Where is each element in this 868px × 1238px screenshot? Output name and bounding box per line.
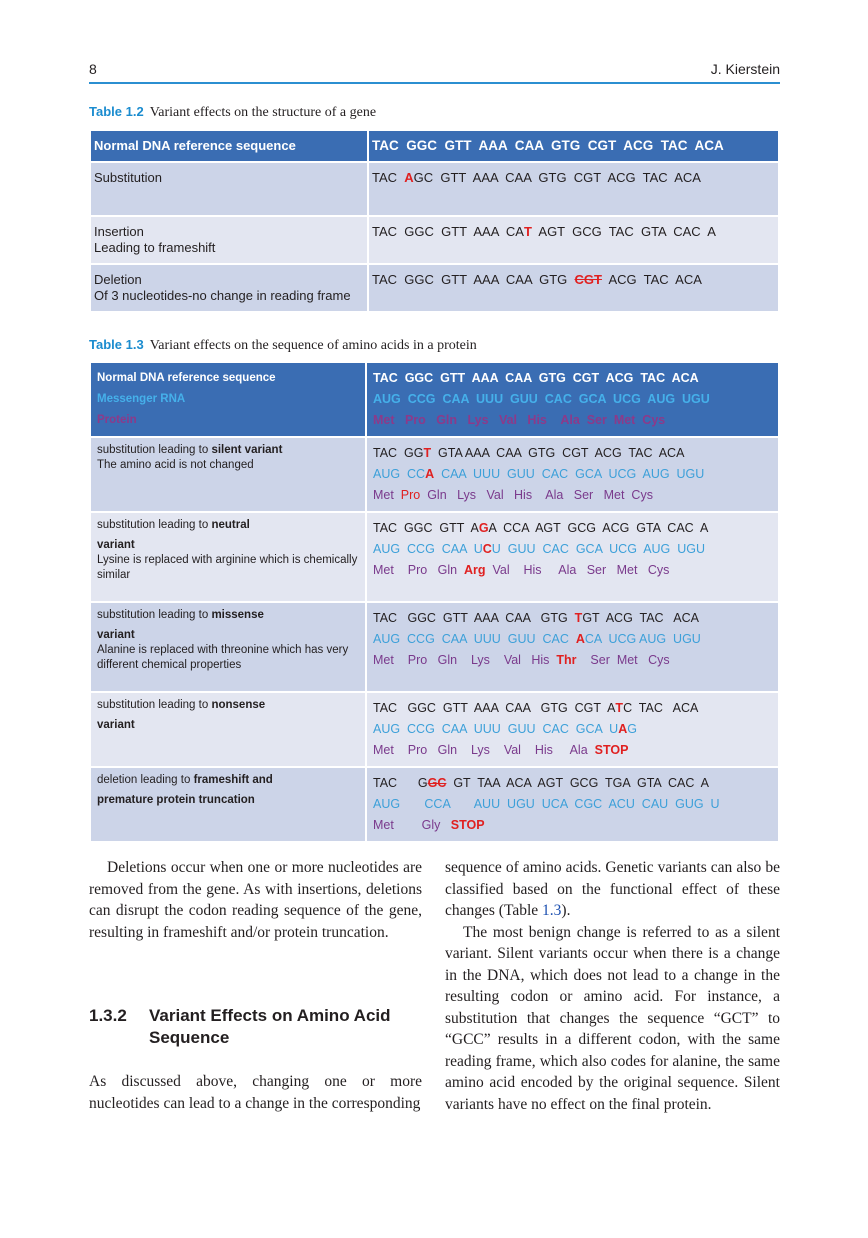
seq-part: GT TAA ACA AGT GCG TGA GTA CAC A bbox=[446, 776, 709, 790]
seq-part: CA UCG AUG UGU bbox=[584, 632, 701, 646]
row-description bbox=[90, 767, 366, 842]
row-sequences bbox=[366, 437, 779, 512]
desc-bold: variant bbox=[97, 719, 135, 731]
header-label-protein: Protein bbox=[97, 414, 137, 426]
section-number: 1.3.2 bbox=[89, 1006, 127, 1025]
seq-strikethrough: CGT bbox=[574, 272, 602, 287]
row-desc-title-2 bbox=[97, 538, 359, 553]
desc-text: substitution leading to bbox=[97, 699, 212, 711]
row-description bbox=[90, 437, 366, 512]
seq-part: Met Gly bbox=[373, 818, 451, 832]
row-label bbox=[90, 162, 368, 216]
table-caption-text: Variant effects on the sequence of amino acids in a protein bbox=[149, 338, 477, 353]
row-sequence bbox=[368, 162, 779, 216]
protein-seq bbox=[373, 815, 772, 836]
header-mrna-seq: AUG CCG CAA UUU GUU CAC GCA UCG AUG UGU bbox=[373, 392, 710, 406]
table-row-frameshift bbox=[90, 767, 779, 842]
seq-part: Met bbox=[373, 488, 401, 502]
seq-part: TAC bbox=[372, 170, 405, 185]
protein-seq bbox=[373, 485, 772, 506]
seq-part: TAC GGC GTT AAA CAA GTG bbox=[373, 611, 575, 625]
protein-seq bbox=[373, 650, 772, 671]
seq-part: Met Pro Gln Lys Val His bbox=[373, 653, 557, 667]
seq-part: TAC GGC GTT A bbox=[373, 521, 479, 535]
seq-part: CAA UUU GUU CAC GCA UCG AUG UGU bbox=[434, 467, 705, 481]
seq-highlight: A bbox=[425, 467, 435, 481]
header-cell-labels bbox=[90, 362, 366, 437]
mrna-seq bbox=[373, 719, 772, 740]
table-header-row bbox=[90, 130, 779, 162]
table-1-3 bbox=[89, 361, 780, 843]
row-desc-title bbox=[97, 518, 359, 533]
table-1-3-caption bbox=[89, 337, 477, 354]
row-description bbox=[90, 512, 366, 602]
seq-highlight: T bbox=[615, 701, 624, 715]
row-description bbox=[90, 692, 366, 767]
seq-part: AUG CCG CAA UUU GUU CAC bbox=[373, 632, 576, 646]
seq-part: G bbox=[627, 722, 637, 736]
paragraph-classification bbox=[445, 857, 780, 922]
seq-highlight: Pro bbox=[400, 488, 421, 502]
seq-part: Ser Met Cys bbox=[576, 653, 670, 667]
seq-part: AUG CC bbox=[373, 467, 426, 481]
table-row-insertion bbox=[90, 216, 779, 264]
seq-highlight: A bbox=[404, 170, 414, 185]
seq-part: ACG TAC ACA bbox=[601, 272, 702, 287]
row-desc-title-2 bbox=[97, 718, 359, 733]
table-row-neutral bbox=[90, 512, 779, 602]
row-desc-title bbox=[97, 443, 359, 458]
row-label bbox=[90, 216, 368, 264]
row-label-line: Insertion bbox=[94, 224, 144, 239]
desc-text: substitution leading to bbox=[97, 609, 212, 621]
header-protein-seq: Met Pro Gln Lys Val His Ala Ser Met Cys bbox=[373, 413, 666, 427]
page-number: 8 bbox=[89, 61, 97, 77]
row-sequence bbox=[368, 216, 779, 264]
row-desc-detail: The amino acid is not changed bbox=[97, 459, 254, 471]
seq-part: GTA AAA CAA GTG CGT ACG TAC ACA bbox=[431, 446, 685, 460]
seq-part: AUG CCG CAA U bbox=[373, 542, 483, 556]
dna-seq bbox=[373, 443, 772, 464]
seq-highlight: A bbox=[575, 632, 585, 646]
table-1-2-caption bbox=[89, 104, 376, 121]
seq-part: AGT GCG TAC GTA CAC A bbox=[531, 224, 716, 239]
row-desc-title bbox=[97, 773, 359, 788]
protein-seq bbox=[373, 740, 772, 761]
mrna-seq bbox=[373, 539, 772, 560]
seq-part: C TAC ACA bbox=[623, 701, 699, 715]
row-description bbox=[90, 602, 366, 692]
running-head-author: J. Kierstein bbox=[710, 61, 780, 77]
seq-part: Val His Ala Ser Met Cys bbox=[485, 563, 670, 577]
header-cell-sequences bbox=[366, 362, 779, 437]
seq-strikethrough: GC bbox=[427, 776, 447, 790]
header-label-mrna: Messenger RNA bbox=[97, 393, 186, 405]
seq-part: A CCA AGT GCG ACG GTA CAC A bbox=[488, 521, 709, 535]
seq-highlight: C bbox=[482, 542, 492, 556]
desc-text: deletion leading to bbox=[97, 774, 194, 786]
paragraph-deletions: Deletions occur when one or more nucleotides are removed from the gene. As with insertions, deletions can disrupt the codon reading sequence of the gene, resulting in frameshift and/or protein truncation. bbox=[89, 859, 422, 941]
row-sequences bbox=[366, 512, 779, 602]
table-1-2 bbox=[89, 129, 780, 313]
dna-seq bbox=[373, 698, 772, 719]
seq-highlight: T bbox=[423, 446, 432, 460]
table-reference-link[interactable]: 1.3 bbox=[542, 902, 562, 919]
text-part: ). bbox=[561, 902, 571, 919]
header-cell-label: Normal DNA reference sequence bbox=[90, 130, 368, 162]
row-sequence bbox=[368, 264, 779, 312]
mrna-seq bbox=[373, 794, 772, 815]
table-caption-text: Variant effects on the structure of a gene bbox=[149, 105, 377, 120]
header-dna-seq: TAC GGC GTT AAA CAA GTG CGT ACG TAC ACA bbox=[373, 371, 699, 385]
dna-seq bbox=[373, 608, 772, 629]
desc-bold: frameshift and bbox=[193, 774, 273, 786]
seq-highlight: Thr bbox=[556, 653, 577, 667]
row-desc-title-2 bbox=[97, 793, 359, 808]
row-sequences bbox=[366, 767, 779, 842]
table-row-missense bbox=[90, 602, 779, 692]
desc-bold: silent variant bbox=[211, 444, 283, 456]
row-desc-detail: Lysine is replaced with arginine which is chemically similar bbox=[97, 554, 358, 581]
row-sequences bbox=[366, 692, 779, 767]
header-cell-sequence: TAC GGC GTT AAA CAA GTG CGT ACG TAC ACA bbox=[368, 130, 779, 162]
desc-bold: variant bbox=[97, 539, 135, 551]
body-left-column-lower bbox=[89, 1071, 422, 1114]
seq-part: AUG CCA AUU UGU UCA CGC ACU CAU GUG U bbox=[373, 797, 720, 811]
seq-part: GT ACG TAC ACA bbox=[582, 611, 700, 625]
seq-part: Met Pro Gln Lys Val His Ala bbox=[373, 743, 595, 757]
row-label bbox=[90, 264, 368, 312]
desc-bold: premature protein truncation bbox=[97, 794, 255, 806]
seq-part: TAC GGC GTT AAA CAA GTG CGT A bbox=[373, 701, 616, 715]
row-desc-title bbox=[97, 698, 359, 713]
table-row-deletion bbox=[90, 264, 779, 312]
table-label: Table 1.2 bbox=[89, 104, 144, 119]
protein-seq bbox=[373, 560, 772, 581]
body-right-column bbox=[445, 857, 780, 1115]
seq-part: TAC GG bbox=[373, 446, 424, 460]
paragraph-as-discussed: As discussed above, changing one or more nucleotides can lead to a change in the corresponding bbox=[89, 1073, 422, 1112]
table-row-silent bbox=[90, 437, 779, 512]
section-heading bbox=[89, 1005, 419, 1049]
table-label: Table 1.3 bbox=[89, 337, 144, 352]
seq-part: Met Pro Gln bbox=[373, 563, 464, 577]
desc-bold: neutral bbox=[211, 519, 250, 531]
desc-bold: missense bbox=[211, 609, 264, 621]
row-desc-title-2 bbox=[97, 628, 359, 643]
row-desc-title bbox=[97, 608, 359, 623]
seq-highlight: Arg bbox=[464, 563, 486, 577]
dna-seq bbox=[373, 518, 772, 539]
dna-seq bbox=[373, 773, 772, 794]
row-label-line: Deletion bbox=[94, 272, 142, 287]
header-rule bbox=[89, 82, 780, 84]
stop-codon: STOP bbox=[450, 818, 485, 832]
seq-highlight: G bbox=[478, 521, 489, 535]
seq-highlight: T bbox=[574, 611, 583, 625]
row-label-line: Substitution bbox=[94, 170, 162, 185]
desc-text: substitution leading to bbox=[97, 444, 212, 456]
stop-codon: STOP bbox=[594, 743, 629, 757]
row-desc-detail: Alanine is replaced with threonine which has very different chemical properties bbox=[97, 644, 349, 671]
row-label-line: Of 3 nucleotides-no change in reading frame bbox=[94, 288, 351, 303]
section-title-line1: Variant Effects on Amino Acid bbox=[149, 1006, 391, 1025]
table-row-nonsense bbox=[90, 692, 779, 767]
seq-part: TAC GGC GTT AAA CAA GTG bbox=[372, 272, 575, 287]
seq-highlight: A bbox=[618, 722, 628, 736]
header-label-dna: Normal DNA reference sequence bbox=[97, 372, 276, 384]
seq-part: GC GTT AAA CAA GTG CGT ACG TAC ACA bbox=[413, 170, 701, 185]
table-header-row bbox=[90, 362, 779, 437]
desc-text: substitution leading to bbox=[97, 519, 212, 531]
desc-bold: nonsense bbox=[211, 699, 266, 711]
text-part: sequence of amino acids. Genetic variants can also be classified based on the functional effect of these changes (Table bbox=[445, 859, 780, 919]
mrna-seq bbox=[373, 464, 772, 485]
seq-part: TAC GGC GTT AAA CA bbox=[372, 224, 524, 239]
seq-highlight: T bbox=[523, 224, 532, 239]
paragraph-silent-variant: The most benign change is referred to as a silent variant. Silent variants occur when there is a change in the DNA, which does not lead to a change in the resulting codon or amino acid. For instance, a substitution that changes the sequence “GCT” to “GCC” results in a different codon, with the same reading frame, which also codes for alanine, the same amino acid encoded by the original sequence. Silent variants have no effect on the final protein. bbox=[445, 923, 780, 1113]
row-sequences bbox=[366, 602, 779, 692]
seq-part: TAC G bbox=[373, 776, 428, 790]
section-title-line2: Sequence bbox=[149, 1028, 230, 1047]
mrna-seq bbox=[373, 629, 772, 650]
seq-part: Gln Lys Val His Ala Ser Met Cys bbox=[420, 488, 653, 502]
row-label-line: Leading to frameshift bbox=[94, 240, 216, 255]
seq-part: U GUU CAC GCA UCG AUG UGU bbox=[491, 542, 706, 556]
table-row-substitution bbox=[90, 162, 779, 216]
seq-part: AUG CCG CAA UUU GUU CAC GCA U bbox=[373, 722, 619, 736]
body-left-column bbox=[89, 857, 422, 943]
desc-bold: variant bbox=[97, 629, 135, 641]
